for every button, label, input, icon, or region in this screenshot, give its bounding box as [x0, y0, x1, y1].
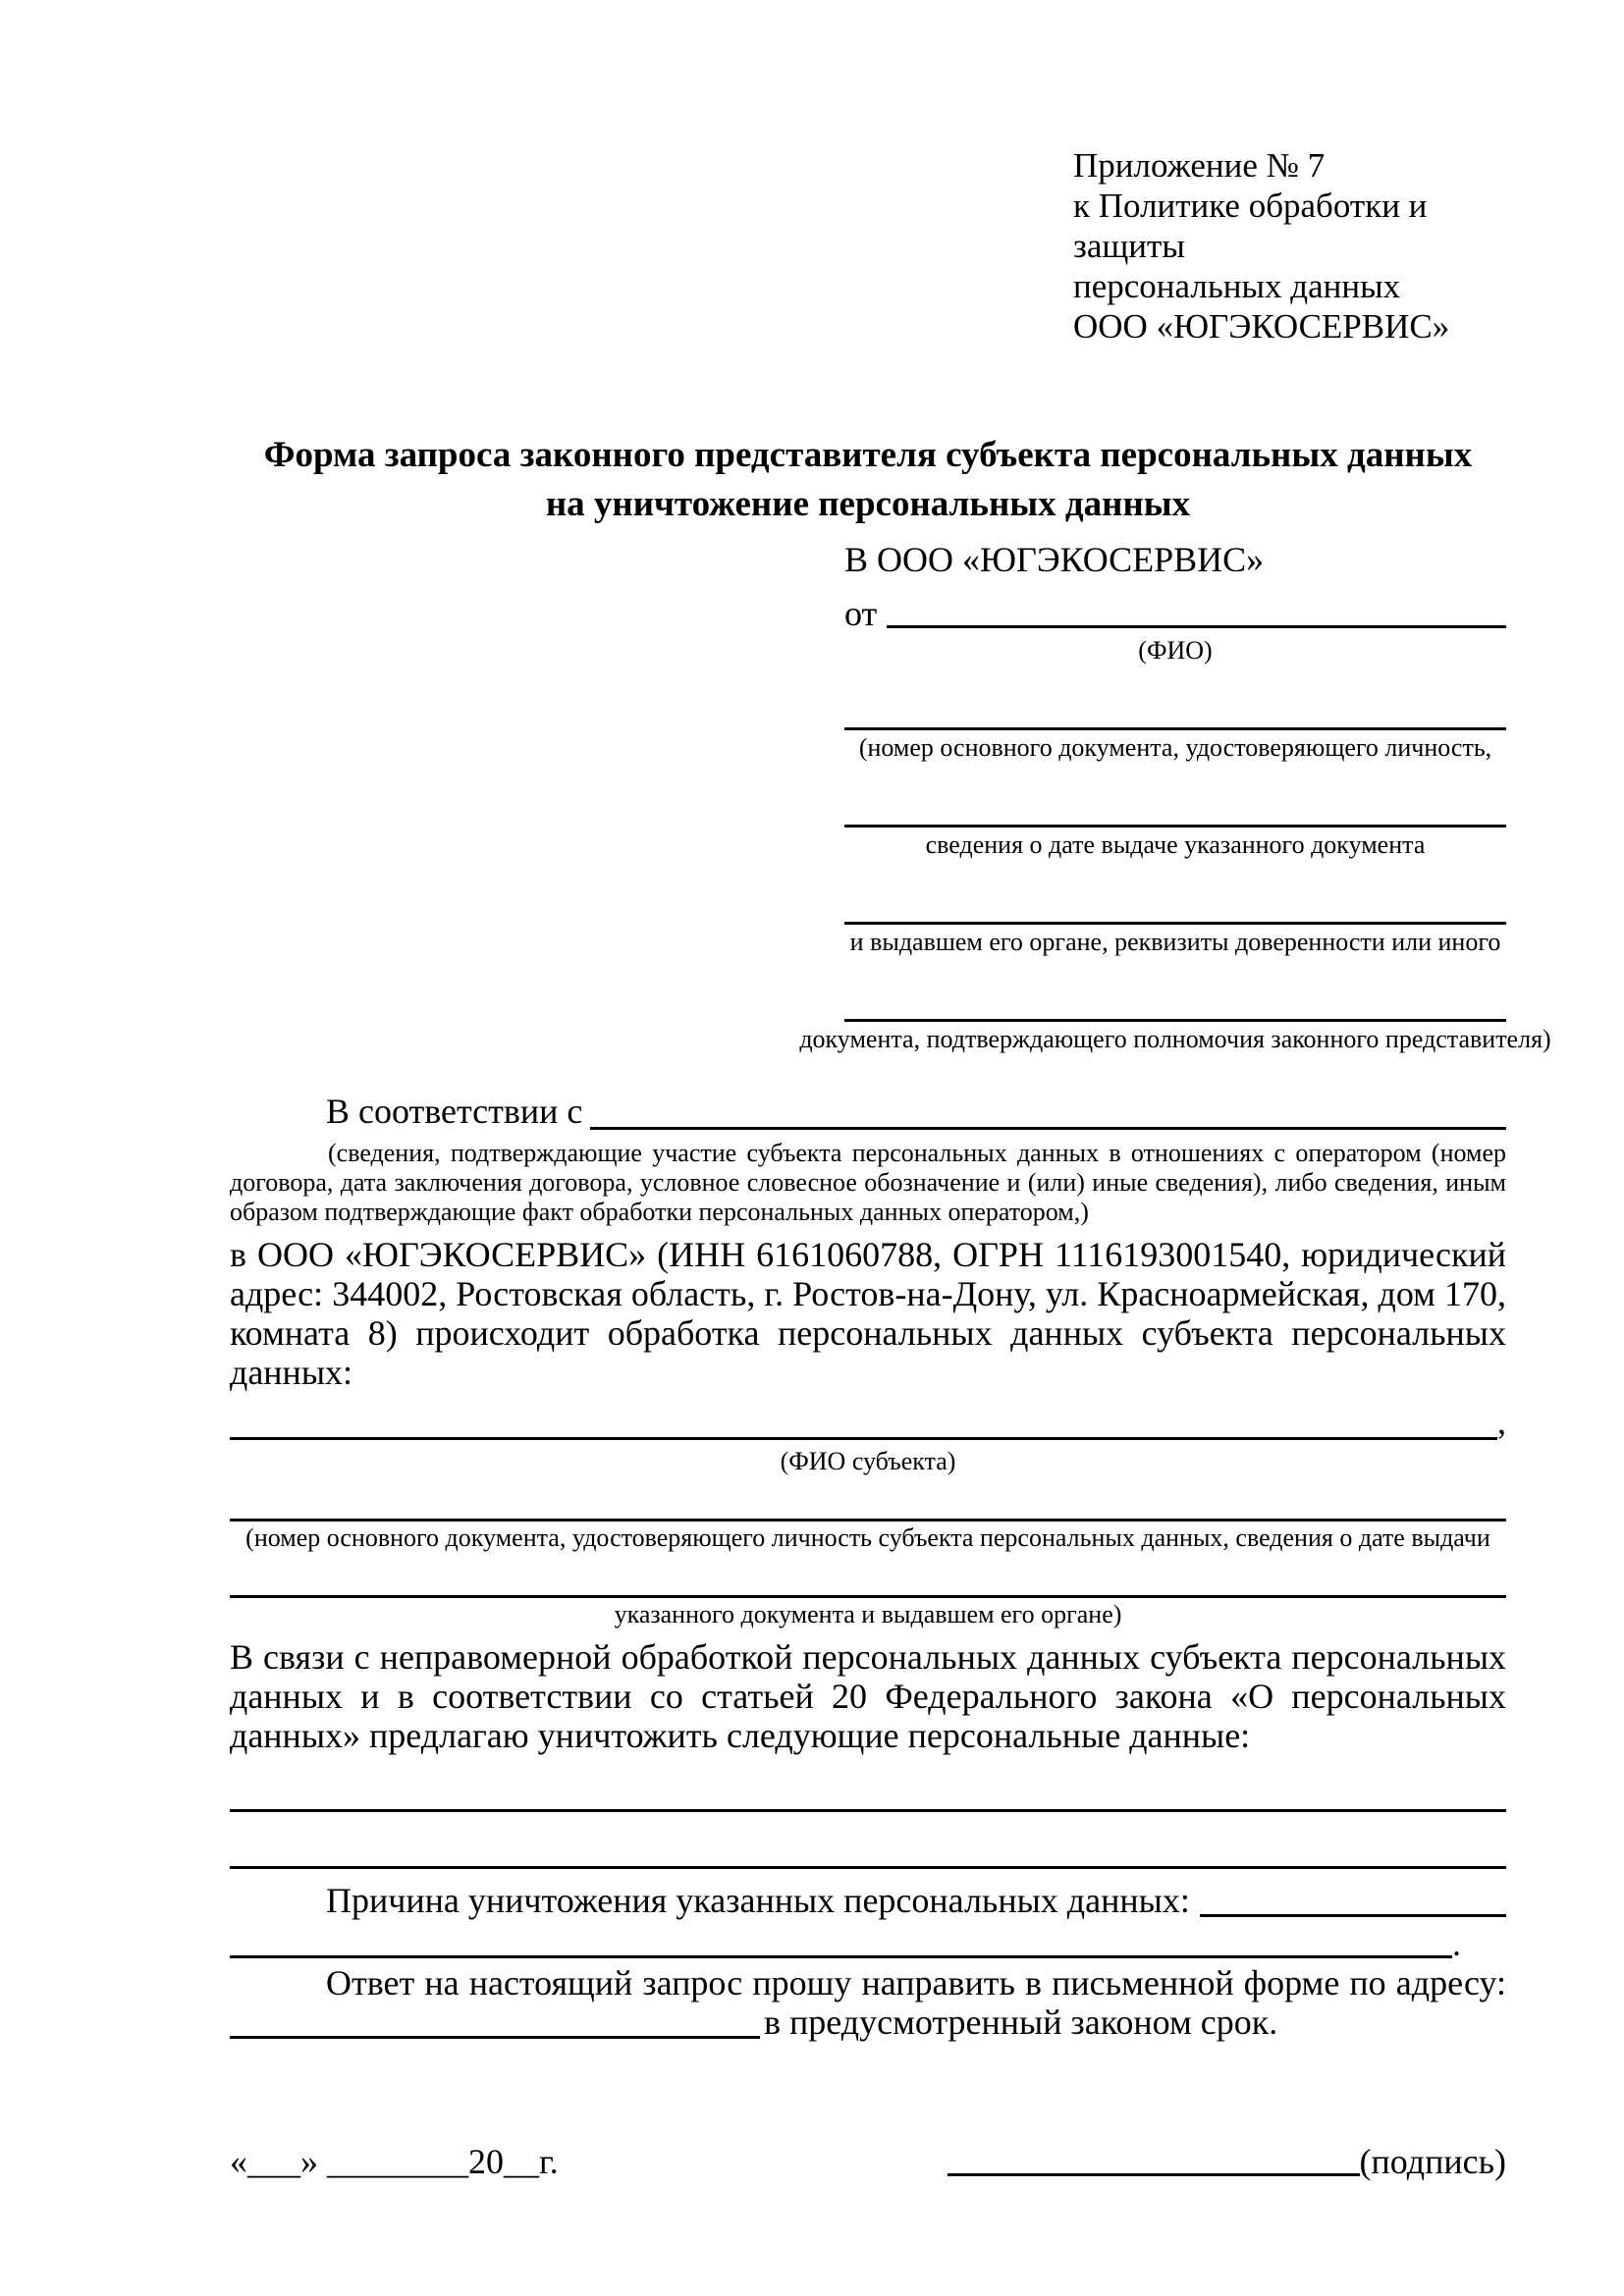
addressee-organization: В ООО «ЮГЭКОСЕРВИС»: [844, 540, 1265, 579]
accordance-row: [230, 1092, 1506, 1135]
representative-doc-blank-line-2: [844, 788, 1506, 828]
from-name-blank-line: [887, 584, 1506, 628]
accordance-prefix: В соответствии с: [326, 1092, 583, 1131]
representative-doc-blank-line-3: [844, 885, 1506, 925]
operator-paragraph: в ООО «ЮГЭКОСЕРВИС» (ИНН 6161060788, ОГРН 1116193001540, юридический адрес: 344002, Ростовская область, г. Ростов-на-Дону, ул. Красноармейская, дом 170, комната 8) происходит обработка персональных данных субъекта персональных данных:: [230, 1235, 1506, 1392]
appendix-line-1: Приложение № 7: [1073, 146, 1326, 185]
from-row: [844, 584, 1506, 633]
subject-doc-blank-line-1: [230, 1476, 1506, 1522]
representative-doc-caption-4: документа, подтверждающего полномочия законного представителя): [799, 1025, 1551, 1053]
form-title-line-2: на уничтожение персональных данных: [545, 484, 1191, 524]
data-to-destroy-blank-line-1: [230, 1755, 1506, 1812]
subject-doc-caption-1: (номер основного документа, удостоверяющего личность субъекта персональных данных, сведения о дате выдачи: [245, 1523, 1490, 1552]
reply-address-blank-line: [230, 2002, 760, 2039]
appendix-line-2: к Политике обработки и защиты: [1073, 187, 1428, 265]
reason-continuation-blank-line: [230, 1922, 1452, 1958]
form-title: [230, 431, 1506, 529]
body-block: [230, 1092, 1506, 2044]
fio-caption: (ФИО): [1138, 636, 1213, 665]
signature-area: [947, 2142, 1506, 2181]
accordance-note: (сведения, подтверждающие участие субъекта персональных данных в отношениях с оператором (номер договора, дата заключения договора, условное словесное обозначение и (или) иные сведения), либо сведения, иным образом подтверждающие факт обработки персональных данных оператором,): [230, 1139, 1506, 1226]
signature-caption: (подпись): [1359, 2142, 1506, 2181]
subject-doc-blank-line-2: [230, 1553, 1506, 1598]
subject-name-comma: ,: [1497, 1402, 1506, 1441]
from-prefix: от: [844, 594, 878, 633]
reply-address-row: [230, 2002, 1506, 2044]
footer-block: [230, 2142, 1506, 2181]
data-to-destroy-blank-line-2: [230, 1812, 1506, 1869]
reason-blank-line: [1200, 1881, 1506, 1917]
form-title-line-1: Форма запроса законного представителя субъекта персональных данных: [263, 435, 1473, 475]
appendix-block: [1073, 145, 1506, 347]
appendix-line-4: ООО «ЮГЭКОСЕРВИС»: [1073, 307, 1450, 346]
accordance-blank-line: [590, 1092, 1506, 1130]
demand-paragraph: В связи с неправомерной обработкой персональных данных субъекта персональных данных и в соответствии со статьей 20 Федерального закона «О персональных данных» предлагаю уничтожить следующие персональные данные:: [230, 1637, 1506, 1755]
representative-doc-blank-line-1: [844, 691, 1506, 730]
reason-period: .: [1452, 1924, 1461, 1963]
reason-prefix: Причина уничтожения указанных персональных данных:: [326, 1881, 1190, 1920]
reply-paragraph: Ответ на настоящий запрос прошу направить в письменной форме по адресу:: [326, 1963, 1506, 2002]
reply-suffix: в предусмотренный законом срок.: [764, 2002, 1278, 2042]
subject-name-row: [230, 1402, 1506, 1445]
subject-doc-caption-2: указанного документа и выдавшем его органе): [614, 1600, 1122, 1629]
representative-doc-caption-2: сведения о дате выдаче указанного документа: [925, 830, 1426, 859]
subject-fio-caption: (ФИО субъекта): [780, 1447, 956, 1475]
date-blank: «___» ________20__г.: [230, 2142, 559, 2181]
appendix-line-3: персональных данных: [1073, 267, 1401, 305]
representative-doc-caption-3: и выдавшем его органе, реквизиты доверенности или иного: [849, 928, 1501, 956]
representative-doc-caption-1: (номер основного документа, удостоверяющего личность,: [858, 733, 1492, 762]
addressee-block: [799, 535, 1551, 1054]
subject-name-blank-line: [230, 1402, 1497, 1440]
reason-continuation-row: [230, 1922, 1461, 1963]
reason-row: [230, 1881, 1506, 1922]
representative-doc-blank-line-4: [844, 983, 1506, 1022]
signature-blank-line: [947, 2142, 1360, 2176]
